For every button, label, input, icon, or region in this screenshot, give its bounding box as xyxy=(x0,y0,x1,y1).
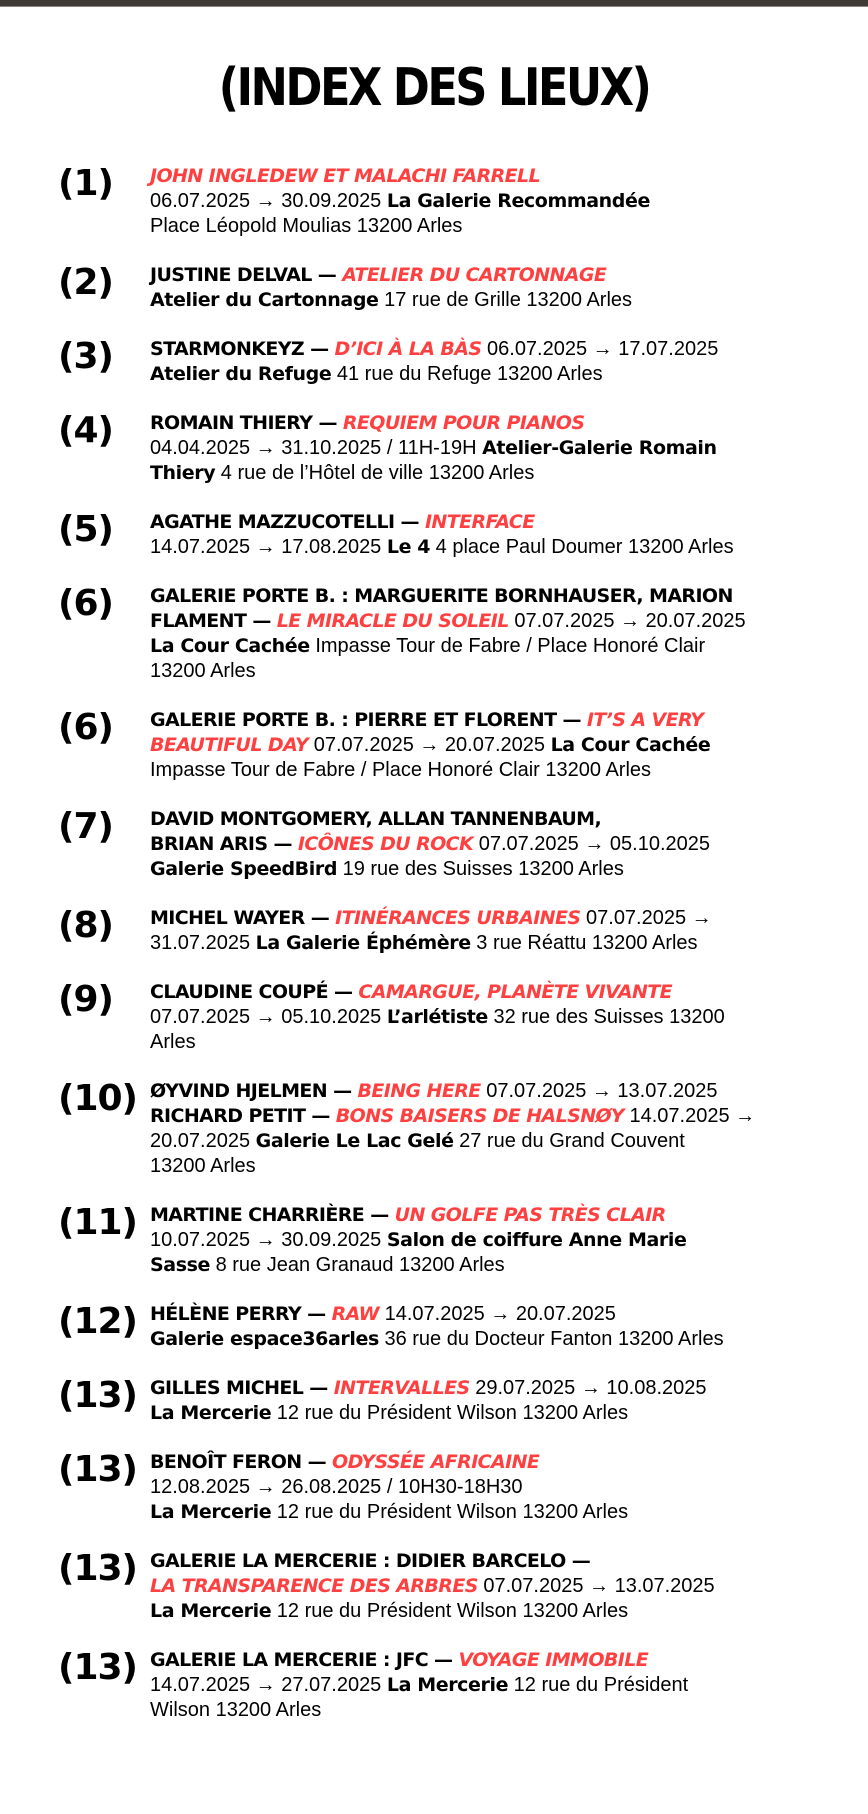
entry-number: (6) xyxy=(58,583,113,624)
entry-line xyxy=(150,164,862,189)
venue-name: La Mercerie xyxy=(150,1402,272,1424)
exhibition-title: ITINÉRANCES URBAINES xyxy=(335,907,581,929)
entry-number: (13) xyxy=(58,1449,138,1490)
index-entry xyxy=(0,1376,868,1426)
dates-address-text: 14.07.2025 → 17.08.2025 xyxy=(150,536,387,558)
entry-number: (13) xyxy=(58,1647,138,1688)
entry-line xyxy=(150,1401,862,1426)
artist-name: MARTINE CHARRIÈRE — xyxy=(150,1204,395,1226)
entry-line xyxy=(150,857,862,882)
venue-name: Sasse xyxy=(150,1254,211,1276)
entry-details xyxy=(150,337,862,387)
entry-number: (12) xyxy=(58,1301,138,1342)
entry-details xyxy=(150,411,862,486)
exhibition-title: D’ICI À LA BÀS xyxy=(334,338,482,360)
artist-name: FLAMENT — xyxy=(150,610,277,632)
dates-address-text: 31.07.2025 xyxy=(150,932,256,954)
dates-address-text: 3 rue Réattu 13200 Arles xyxy=(470,932,698,954)
dates-address-text: Arles xyxy=(150,1031,196,1053)
entry-line xyxy=(150,609,862,634)
venue-name: La Mercerie xyxy=(150,1600,272,1622)
exhibition-title: JOHN INGLEDEW ET MALACHI FARRELL xyxy=(150,165,541,187)
dates-address-text: 07.07.2025 → 13.07.2025 xyxy=(477,1575,715,1597)
venue-name: Galerie SpeedBird xyxy=(150,858,338,880)
entry-details xyxy=(150,164,862,239)
index-entry xyxy=(0,164,868,239)
dates-address-text: 19 rue des Suisses 13200 Arles xyxy=(337,858,624,880)
index-entry xyxy=(0,263,868,313)
entry-line xyxy=(150,1549,862,1574)
entry-line xyxy=(150,1500,862,1525)
entry-number: (6) xyxy=(58,707,113,748)
venue-name: Thiery xyxy=(150,462,216,484)
venue-name: L’arlétiste xyxy=(386,1006,488,1028)
entry-line xyxy=(150,288,862,313)
dates-address-text: 13200 Arles xyxy=(150,1155,256,1177)
artist-name: JUSTINE DELVAL — xyxy=(150,264,343,286)
dates-address-text: 14.07.2025 → 27.07.2025 xyxy=(150,1674,387,1696)
entry-details xyxy=(150,1079,862,1179)
entry-line xyxy=(150,1253,862,1278)
entry-number: (10) xyxy=(58,1078,138,1119)
dates-address-text: 8 rue Jean Granaud 13200 Arles xyxy=(210,1254,505,1276)
artist-name: GALERIE LA MERCERIE : JFC — xyxy=(150,1649,459,1671)
entry-line xyxy=(150,1599,862,1624)
entry-line xyxy=(150,1203,862,1228)
artist-name: AGATHE MAZZUCOTELLI — xyxy=(150,511,425,533)
entry-line xyxy=(150,584,862,609)
exhibition-title: LE MIRACLE DU SOLEIL xyxy=(276,610,509,632)
entry-line xyxy=(150,1104,862,1129)
entry-line xyxy=(150,1079,862,1104)
venue-name: Atelier du Refuge xyxy=(150,363,332,385)
artist-name: BRIAN ARIS — xyxy=(150,833,298,855)
entry-line xyxy=(150,1698,862,1723)
artist-name: BENOÎT FERON — xyxy=(150,1451,333,1473)
dates-address-text: Wilson 13200 Arles xyxy=(150,1699,322,1721)
exhibition-title: REQUIEM POUR PIANOS xyxy=(342,412,585,434)
entry-line xyxy=(150,1302,862,1327)
entry-line xyxy=(150,214,862,239)
artist-name: ØYVIND HJELMEN — xyxy=(150,1080,358,1102)
entry-line xyxy=(150,1673,862,1698)
entry-line xyxy=(150,1475,862,1500)
artist-name: CLAUDINE COUPÉ — xyxy=(150,981,359,1003)
entry-line xyxy=(150,189,862,214)
index-entry xyxy=(0,337,868,387)
venue-name: La Mercerie xyxy=(150,1501,272,1523)
venue-name: Galerie espace36arles xyxy=(150,1328,379,1350)
artist-name: GILLES MICHEL — xyxy=(150,1377,334,1399)
venue-name: Galerie Le Lac Gelé xyxy=(255,1130,454,1152)
exhibition-title: BEING HERE xyxy=(357,1080,481,1102)
entry-line xyxy=(150,980,862,1005)
entry-line xyxy=(150,1129,862,1154)
dates-address-text: 07.07.2025 → 05.10.2025 xyxy=(150,1006,387,1028)
index-entry xyxy=(0,1450,868,1525)
dates-address-text: 06.07.2025 → 17.07.2025 xyxy=(481,338,719,360)
dates-address-text: 10.07.2025 → 30.09.2025 xyxy=(150,1229,387,1251)
artist-name: GALERIE PORTE B. : PIERRE ET FLORENT — xyxy=(150,709,587,731)
exhibition-title: ATELIER DU CARTONNAGE xyxy=(342,264,607,286)
entry-number: (2) xyxy=(58,262,113,303)
dates-address-text: Impasse Tour de Fabre / Place Honoré Clair 13200 Arles xyxy=(150,759,652,781)
entry-details xyxy=(150,708,862,783)
entry-number: (11) xyxy=(58,1202,138,1243)
exhibition-title: ICÔNES DU ROCK xyxy=(297,833,474,855)
entry-line xyxy=(150,1030,862,1055)
entry-line xyxy=(150,411,862,436)
entry-line xyxy=(150,1574,862,1599)
entry-line xyxy=(150,263,862,288)
entry-details xyxy=(150,263,862,313)
dates-address-text: 07.07.2025 → xyxy=(580,907,712,929)
entry-line xyxy=(150,362,862,387)
exhibition-title: CAMARGUE, PLANÈTE VIVANTE xyxy=(358,981,673,1003)
index-entry xyxy=(0,584,868,684)
dates-address-text: 12.08.2025 → 26.08.2025 / 10H30-18H30 xyxy=(150,1476,523,1498)
entry-line xyxy=(150,733,862,758)
entry-details xyxy=(150,1302,862,1352)
entry-number: (4) xyxy=(58,410,113,451)
dates-address-text: 29.07.2025 → 10.08.2025 xyxy=(469,1377,707,1399)
entry-details xyxy=(150,980,862,1055)
index-entry xyxy=(0,1648,868,1723)
dates-address-text: Impasse Tour de Fabre / Place Honoré Clair xyxy=(309,635,706,657)
exhibition-title: BONS BAISERS DE HALSNØY xyxy=(335,1105,624,1127)
entry-details xyxy=(150,1203,862,1278)
artist-name: GALERIE LA MERCERIE : DIDIER BARCELO — xyxy=(150,1550,591,1572)
dates-address-text: 4 place Paul Doumer 13200 Arles xyxy=(430,536,734,558)
dates-address-text: 14.07.2025 → 20.07.2025 xyxy=(379,1303,616,1325)
dates-address-text: 13200 Arles xyxy=(150,660,256,682)
artist-name: DAVID MONTGOMERY, ALLAN TANNENBAUM, xyxy=(150,808,602,830)
dates-address-text: 07.07.2025 → 05.10.2025 xyxy=(473,833,711,855)
entry-line xyxy=(150,758,862,783)
artist-name: RICHARD PETIT — xyxy=(150,1105,336,1127)
entry-details xyxy=(150,1376,862,1426)
index-entry xyxy=(0,906,868,956)
entry-line xyxy=(150,461,862,486)
index-entry xyxy=(0,708,868,783)
entry-line xyxy=(150,337,862,362)
artist-name: STARMONKEYZ — xyxy=(150,338,335,360)
venue-name: La Galerie Recommandée xyxy=(386,190,650,212)
dates-address-text: 4 rue de l’Hôtel de ville 13200 Arles xyxy=(215,462,535,484)
index-entry xyxy=(0,411,868,486)
entry-line xyxy=(150,436,862,461)
top-bar-divider xyxy=(0,6,868,7)
index-entry xyxy=(0,980,868,1055)
entry-line xyxy=(150,510,862,535)
index-entry xyxy=(0,807,868,882)
venue-name: Atelier du Cartonnage xyxy=(150,289,379,311)
entry-line xyxy=(150,931,862,956)
exhibition-title: BEAUTIFUL DAY xyxy=(150,734,309,756)
exhibition-title: RAW xyxy=(331,1303,380,1325)
entry-line xyxy=(150,906,862,931)
entry-number: (9) xyxy=(58,979,113,1020)
index-entry xyxy=(0,1549,868,1624)
dates-address-text: 12 rue du Président xyxy=(508,1674,689,1696)
entry-line xyxy=(150,1376,862,1401)
entry-number: (13) xyxy=(58,1548,138,1589)
artist-name: GALERIE PORTE B. : MARGUERITE BORNHAUSER, MARION xyxy=(150,585,733,607)
entry-details xyxy=(150,1648,862,1723)
entry-line xyxy=(150,832,862,857)
artist-name: ROMAIN THIERY — xyxy=(150,412,343,434)
entry-line xyxy=(150,1154,862,1179)
entry-line xyxy=(150,1450,862,1475)
venue-name: La Galerie Éphémère xyxy=(255,932,471,954)
entry-details xyxy=(150,510,862,560)
exhibition-title: LA TRANSPARENCE DES ARBRES xyxy=(150,1575,478,1597)
index-entry xyxy=(0,1302,868,1352)
dates-address-text: Place Léopold Moulias 13200 Arles xyxy=(150,215,463,237)
entry-details xyxy=(150,584,862,684)
dates-address-text: 07.07.2025 → 20.07.2025 xyxy=(308,734,551,756)
entry-line xyxy=(150,708,862,733)
entry-line xyxy=(150,535,862,560)
dates-address-text: 17 rue de Grille 13200 Arles xyxy=(378,289,633,311)
dates-address-text: 04.04.2025 → 31.10.2025 / 11H-19H xyxy=(150,437,483,459)
entry-number: (7) xyxy=(58,806,113,847)
index-entry xyxy=(0,510,868,560)
dates-address-text: 12 rue du Président Wilson 13200 Arles xyxy=(271,1600,629,1622)
index-entry xyxy=(0,1203,868,1278)
entry-number: (8) xyxy=(58,905,113,946)
artist-name: MICHEL WAYER — xyxy=(150,907,336,929)
entry-details xyxy=(150,1450,862,1525)
dates-address-text: 07.07.2025 → 13.07.2025 xyxy=(480,1080,718,1102)
dates-address-text: 14.07.2025 → xyxy=(623,1105,756,1127)
exhibition-title: IT’S A VERY xyxy=(586,709,704,731)
entry-line xyxy=(150,1648,862,1673)
venue-index-list xyxy=(0,164,868,1747)
venue-name: La Mercerie xyxy=(386,1674,509,1696)
entry-number: (1) xyxy=(58,163,113,204)
entry-number: (3) xyxy=(58,336,113,377)
exhibition-title: INTERVALLES xyxy=(333,1377,470,1399)
dates-address-text: 32 rue des Suisses 13200 xyxy=(487,1006,725,1028)
dates-address-text: 20.07.2025 xyxy=(150,1130,256,1152)
exhibition-title: ODYSSÉE AFRICAINE xyxy=(332,1451,540,1473)
dates-address-text: 12 rue du Président Wilson 13200 Arles xyxy=(271,1501,629,1523)
entry-line xyxy=(150,1327,862,1352)
venue-name: Salon de coiffure Anne Marie xyxy=(386,1229,687,1251)
page-title: (INDEX DES LIEUX) xyxy=(218,58,650,118)
dates-address-text: 06.07.2025 → 30.09.2025 xyxy=(150,190,387,212)
dates-address-text: 36 rue du Docteur Fanton 13200 Arles xyxy=(378,1328,724,1350)
entry-details xyxy=(150,807,862,882)
dates-address-text: 07.07.2025 → 20.07.2025 xyxy=(508,610,746,632)
entry-line xyxy=(150,1005,862,1030)
exhibition-title: INTERFACE xyxy=(424,511,535,533)
entry-line xyxy=(150,659,862,684)
entry-line xyxy=(150,807,862,832)
entry-number: (13) xyxy=(58,1375,138,1416)
venue-name: Le 4 xyxy=(386,536,431,558)
venue-name: La Cour Cachée xyxy=(550,734,711,756)
entry-details xyxy=(150,1549,862,1624)
dates-address-text: 12 rue du Président Wilson 13200 Arles xyxy=(271,1402,629,1424)
entry-number: (5) xyxy=(58,509,113,550)
venue-name: Atelier-Galerie Romain xyxy=(482,437,717,459)
exhibition-title: VOYAGE IMMOBILE xyxy=(458,1649,649,1671)
dates-address-text: 41 rue du Refuge 13200 Arles xyxy=(331,363,603,385)
venue-name: La Cour Cachée xyxy=(150,635,310,657)
entry-line xyxy=(150,1228,862,1253)
artist-name: HÉLÈNE PERRY — xyxy=(150,1303,332,1325)
index-entry xyxy=(0,1079,868,1179)
dates-address-text: 27 rue du Grand Couvent xyxy=(453,1130,685,1152)
exhibition-title: UN GOLFE PAS TRÈS CLAIR xyxy=(394,1204,666,1226)
entry-details xyxy=(150,906,862,956)
entry-line xyxy=(150,634,862,659)
